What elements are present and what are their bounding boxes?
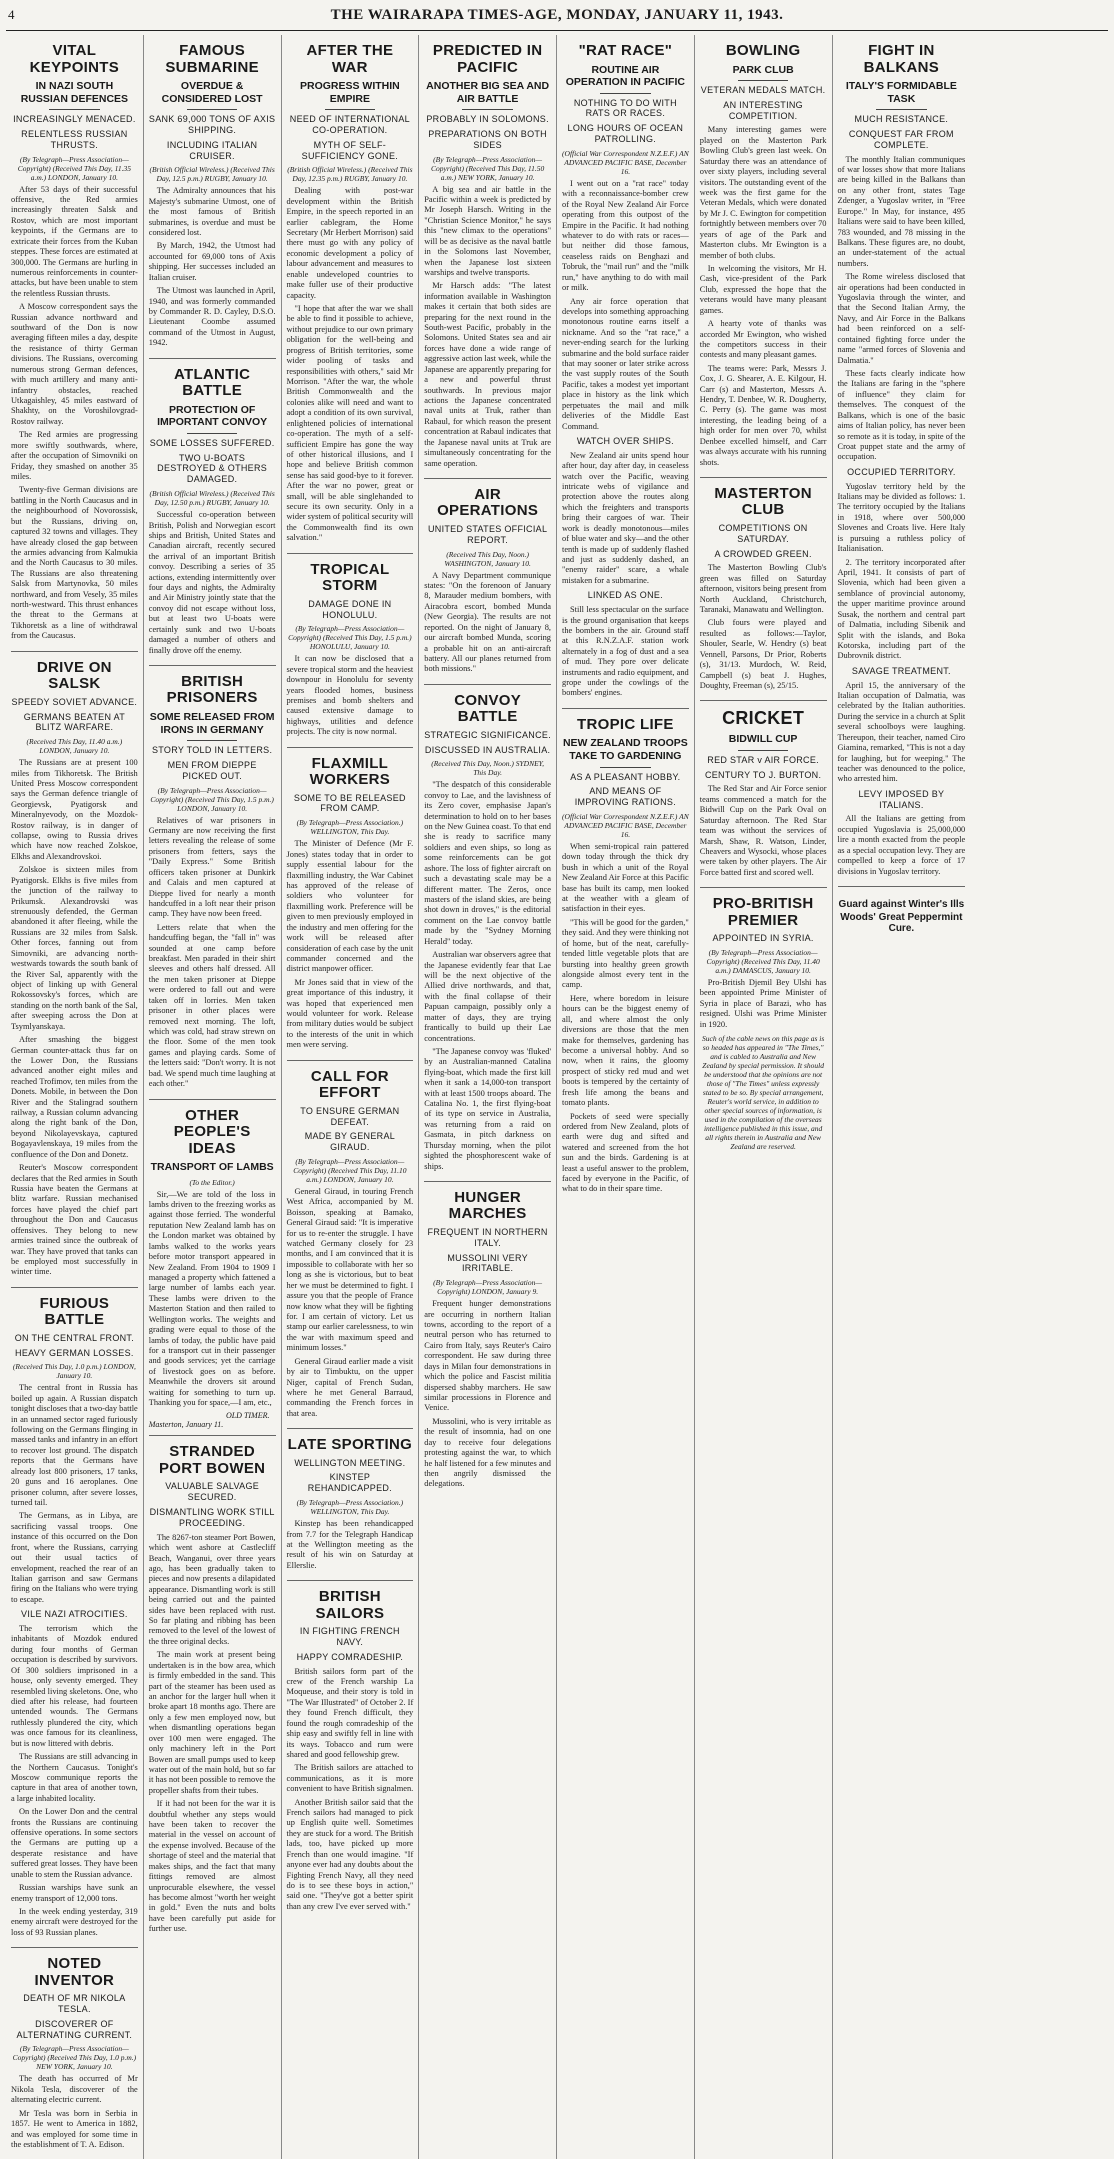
paragraph: The Utmost was launched in April, 1940, and was formerly commanded by Commander R. D. Cayley, D.S.O. Lieutenant Coombe assumed command of the Utmost in August, 1942. xyxy=(148,286,276,348)
subheading: HAPPY COMRADESHIP. xyxy=(296,1651,404,1662)
article-furious-battle xyxy=(11,1288,138,1948)
subheading: ROUTINE AIR OPERATION IN PACIFIC xyxy=(565,63,685,89)
paragraph: Another British sailor said that the French sailors had managed to pick up English quite well. Sometimes they are stuck for a word. The British lads, too, have picked up more French than one would imagine. "If anyone ever had any doubts about the Fighting French Navy, all they need do is to see these boys in action," said one. "They've got a better spirit than any crew I've ever served with." xyxy=(286,1797,414,1911)
masthead xyxy=(6,0,1108,31)
paragraph: "The Japanese convoy was 'fluked' by an Australian-manned Catalina flying-boat, which made the first kill when it sank a 14,000-ton transport with at least 1500 troops aboard. The Catalina No. 1, the first flying-boat of its type on service in Australia, was returning from a raid on Gasmata, in pitch darkness on Thursday morning, when the pilot sighted the phosphorescent wake of ships. xyxy=(424,1046,551,1171)
subheading: WATCH OVER SHIPS. xyxy=(576,436,674,446)
headline: NOTED INVENTOR xyxy=(34,1955,115,1989)
paragraph: 2. The territory incorporated after April, 1941. It consists of part of Slovenia, which had been given a semblance of provincial autonomy, the upper maritime province around Susak, the northern and central part of Dalmatia, including Sibenik and Split with the islands, and Boka Kotorska, including part of the Dubrovnik district. xyxy=(837,557,966,661)
paragraph: The teams were: Park, Messrs J. Cox, J. G. Shearer, A. E. Kilgour, H. Carr (s) and Masterton, Messrs A. Hendry, T. Denbee, W. R. Dougherty, C. Perry (s). The game was most interesting, the leading being of a high order for men over 70, whilst Denbee excelled himself, and Carr was always accurate with his running shots. xyxy=(699,363,827,467)
subheading: AND MEANS OF IMPROVING RATIONS. xyxy=(574,786,676,808)
paragraph: Any air force operation that develops into something approaching monotonous routine earns itself a nickname. And so the "rat race," a never-ending search for the lurking submarine and the bold surface raider that may sooner or later strike across the vast supply routes of the South Pacific, takes a modest yet important place in history as the link which perpetuates the mail and milk deliveries of the Middle East Command. xyxy=(562,296,689,431)
paragraph: By March, 1942, the Utmost had accounted for 69,000 tons of Axis shipping. Her successes included an Italian cruiser. xyxy=(148,241,276,282)
ad-line: Woods' Great Peppermint Cure. xyxy=(840,911,963,934)
subheading: APPOINTED IN SYRIA. xyxy=(712,933,814,944)
headline: PREDICTED IN PACIFIC xyxy=(432,42,543,76)
article-pro-british-premier xyxy=(700,888,827,1161)
headline: VITAL KEYPOINTS xyxy=(29,42,120,76)
headline: TROPIC LIFE xyxy=(577,715,674,733)
subheading: MUSSOLINI VERY IRRITABLE. xyxy=(447,1252,528,1274)
paragraph: Mussolini, who is very irritable as the result of insomnia, had on one day to receive four delegations protesting against the war, to which he half listened for a few minutes and then angrily dismissed the delegations. xyxy=(424,1416,551,1489)
article-hunger-marches xyxy=(424,1182,551,1499)
subheading: SOME LOSSES SUFFERED. xyxy=(149,437,275,448)
headline: BRITISH SAILORS xyxy=(315,1588,385,1622)
article-masterton-club xyxy=(700,478,827,701)
paragraph: Frequent hunger demonstrations are occurring in northern Italian towns, according to the report of a neutral person who has returned to Cairo from Italy, says Reuter's Cairo correspondent. He saw during three days in Milan four demonstrations in which the police and Fascist militia dispersed shabby marchers. He saw similar processions in Florence and Venice. xyxy=(424,1299,551,1413)
dateline: (Received This Day, 11.40 a.m.) LONDON, January 10. xyxy=(26,737,123,756)
article-air-operations xyxy=(424,479,551,685)
dateline: (British Official Wireless.) (Received This Day, 12.50 p.m.) RUGBY, January 10. xyxy=(149,489,275,508)
column-3 xyxy=(282,35,420,2159)
subheading: DISCUSSED IN AUSTRALIA. xyxy=(424,744,551,755)
paragraph: Letters relate that when the handcuffing began, the "fall in" was sounded at one camp before breakfast. Men paraded in their shirt sleeves and others half dressed. All the men taken prisoner at Dieppe were ordered to fall out and were taken off in lorries. Men taken prisoner in other places were removed next morning. The loft, which was cold, had straw strewn on the floor. Some of the men took games and playing cards. Some of the letters said: "Don't worry. It is not bad. We spend much time laughing at each other." xyxy=(148,922,276,1089)
dateline: (By Telegraph—Press Association—Copyright) (Received This Day, 1.5 p.m.) HONOLULU, January 10. xyxy=(288,624,412,652)
paragraph: General Giraud, in touring French West Africa, accompanied by M. Boisson, speaking at Bamako, General Giraud said: "It is imperative for us to re-enter the struggle. I have watched Germany closely for 23 months, and I am convinced that it is impossible to collaborate with her so long as she is victorious, but to beat her we must be determined to fight. I assure you that the people of France now know what they will be fighting for. I am certain of victory. Let us stamp our earlier carelessness, to win the war with maximum speed and minimum losses." xyxy=(286,1186,414,1353)
subheading: TWO U-BOATS DESTROYED & OTHERS DAMAGED. xyxy=(157,452,268,485)
subheading: IN NAZI SOUTH RUSSIAN DEFENCES xyxy=(20,80,129,105)
dateline: (By Telegraph—Press Association—Copyright) (Received This Day, 1.5 p.m.) LONDON, January 10. xyxy=(150,785,274,813)
paragraph: After 53 days of their successful offensive, the Red armies increasingly threaten Salsk and Rostov, which are most important keypoints, if the Germans are to extricate their forces from the Kuban steppes. These forces are estimated at 300,000. The Germans are hurling in numerous reinforcements in counter-attacks, but have been unable to stem the relentless Russian thrusts. xyxy=(11,184,138,298)
subheading: A CROWDED GREEN. xyxy=(714,548,812,559)
dateline: (By Telegraph—Press Association—Copyright) (Received This Day, 1.0 p.m.) NEW YORK, January 10. xyxy=(12,2044,137,2072)
article-other-peoples-ideas xyxy=(149,1100,276,1437)
paragraph: The 8267-ton steamer Port Bowen, which went ashore at Castlecliff Beach, Wanganui, over three years ago, has been gradually taken to pieces and now presents a dilapidated appearance. Dismantling work is still being carried out and the painted sides have been replaced with rust. So far plating and ribbing has been removed to the level of the lowest of the three original decks. xyxy=(148,1532,276,1646)
paragraph: Dealing with post-war development within the British Empire, in the speech reported in an earlier cablegram, the Home Secretary (Mr Herbert Morrison) said there must go with any policy of economic development a policy of labour advancement and measures to enable undeveloped countries to make fuller use of their productive capacity. xyxy=(286,186,414,300)
newspaper-title: THE WAIRARAPA TIMES-AGE, MONDAY, JANUARY 11, 1943. xyxy=(330,6,784,23)
subheading: TRANSPORT OF LAMBS xyxy=(150,1161,274,1174)
paragraph: On the Lower Don and the central fronts the Russians are continuing offensive operations. In some sectors the Germans are putting up a desperate resistance and have suffered great losses. They have been unable to stem the Russian advance. xyxy=(11,1807,138,1879)
paragraph: The central front in Russia has boiled up again. A Russian dispatch tonight discloses that a two-day battle in an unnamed sector raged furiously following on the Germans flinging in massed tanks and infantry in an effort to recover lost ground. The dispatch reports that the Germans have already lost 800 prisoners, 17 tanks, 20 guns and 16 aeroplanes. One prisoner column, after severe losses, turned tail. xyxy=(11,1383,138,1508)
paragraph: Twenty-five German divisions are battling in the North Caucasus and in the neighbourhood of Novorossisk, but the Russians, driving on, captured 32 towns and villages. They have already closed the gap between the armies advancing from Kalmukia and the North Caucasus to 30 miles. The Russians are also threatening Salsk from Martynovka, 50 miles northward, and from Vesely, 35 miles north-westward. This thrust enhances the threat to the Germans at Tikhoretsk as a line of withdrawal from the Caucasus. xyxy=(11,485,138,641)
subheading: CENTURY TO J. BURTON. xyxy=(704,769,822,780)
subheading: PARK CLUB xyxy=(732,63,794,76)
paragraph: All the Italians are getting from occupied Yugoslavia is 25,000,000 lire a month exacted from the people as a special occupation levy. They are compelled to keep a force of 17 divisions in Yugoslav territory. xyxy=(837,814,966,876)
dateline: (By Telegraph—Press Association.) WELLINGTON, This Day. xyxy=(296,1498,404,1517)
article-british-sailors xyxy=(287,1581,414,1921)
headline: FAMOUS SUBMARINE xyxy=(165,42,259,76)
article-bowling xyxy=(700,35,827,478)
subheading: NOTHING TO DO WITH RATS OR RACES. xyxy=(573,97,677,119)
headline: CRICKET xyxy=(722,708,805,729)
paragraph: Relatives of war prisoners in Germany are now receiving the first letters revealing the release of some prisoners from fetters, says the "Daily Express." Some British officers taken prisoner at Dunkirk and Calais and men captured at Dieppe lived for nearly a month handcuffed in a loft near their prison camp. They have now been freed. xyxy=(148,815,276,919)
paragraph: In welcoming the visitors, Mr H. Cash, vice-president of the Park Club, expressed the hope that the veterans would have many pleasant games. xyxy=(699,263,827,315)
subheading: PROBABLY IN SOLOMONS. xyxy=(426,114,549,125)
paragraph: A Moscow correspondent says the Russian advance northward and southward of the Don is now averaging fifteen miles a day, despite the resistance of thirty German divisions. The Russians, overcoming numerous strong German defences, with much artillery and many anti-infantry obstacles, reached Utkagaishley, 45 miles eastward of Shakhty, on the Voroshilovgrad-Rostov railway. xyxy=(11,302,138,426)
paragraph: It can now be disclosed that a severe tropical storm and the heaviest downpour in Honolulu for seventy years flooded homes, business premises and bomb shelters and caused extensive damage to highways, utilities and defence projects. The city is now normal. xyxy=(286,654,414,737)
columns xyxy=(6,35,1108,2149)
subheading: NEED OF INTERNATIONAL CO-OPERATION. xyxy=(289,114,410,135)
subheading: VETERAN MEDALS MATCH. xyxy=(700,85,826,96)
headline: STRANDED PORT BOWEN xyxy=(158,1443,266,1477)
paragraph: The terrorism which the inhabitants of Mozdok endured during four months of German occupation is described by survivors. Of 300 soldiers imprisoned in a house, only seventy emerged. They resembled living skeletons. One, who died after his release, had fourteen untended wounds. The Germans ruthlessly plundered the city, which was once famous for its cleanliness, but is now littered with debris. xyxy=(11,1624,138,1748)
headline: AIR OPERATIONS xyxy=(437,485,539,520)
headline: CALL FOR EFFORT xyxy=(310,1067,389,1102)
dateline: (Official War Correspondent N.Z.E.F.) AN ADVANCED PACIFIC BASE, December 16. xyxy=(562,148,689,176)
headline: OTHER PEOPLE'S IDEAS xyxy=(173,1106,251,1157)
paragraph: Successful co-operation between British, Polish and Norwegian escort ships and British, United States and Canadian aircraft, recently secured the arrival of an important British convoy. Describing a series of 35 actions, extending intermittently over four days and nights, the Admiralty and Air Ministry jointly state that the convoy did not escape without loss, but at least two U-boats were certainly sunk and two U-boats damaged a number of others and finally drove off the enemy. xyxy=(148,510,276,655)
subheading: OCCUPIED TERRITORY. xyxy=(847,466,956,477)
paragraph: New Zealand air units spend hour after hour, day after day, in ceaseless watch over the Pacific, weaving intricate webs of vigilance and protection above the routes along which the freighters and transports bring their cargoes of war. Their work is deadly monotonous—miles of blue water and sky—and the other tenth is made up of suddenly flashed and just as suddenly dashed, an "enemy raider" scare, a whale mistaken for a submarine. xyxy=(562,450,689,585)
dateline: (Received This Day, 1.0 p.m.) LONDON, January 10. xyxy=(12,1362,136,1381)
page-number: 4 xyxy=(8,7,15,22)
paragraph: A hearty vote of thanks was accorded Mr Ewington, who wished the competitors success in their contests and many pleasant games. xyxy=(699,319,827,360)
subheading: TO ENSURE GERMAN DEFEAT. xyxy=(300,1105,400,1127)
subheading: MUCH RESISTANCE. xyxy=(854,114,949,125)
paragraph: Sir,—We are told of the loss in lambs driven to the freezing works as against those ferried. The wonderful reputation New Zealand lamb has on the London market was obtained by lambs walked to the works years before motor transport appeared in New Zealand. From 1904 to 1909 I managed a property which fattened a large number of lambs each year. These lambs were driven to the Masterton Station and then railed to Wellington works. The weights and grading were equal to those of the lambs of today, the public have paid for a transport cut in their passenger and goods services; yet the carriage of livestock goes on as before. Meanwhile the drovers sit around waiting for something to turn up. Thanking you for space,—I am, etc., xyxy=(148,1189,276,1408)
letter-place: Masterton, January 11. xyxy=(148,1420,224,1430)
subheading: WELLINGTON MEETING. xyxy=(294,1457,406,1468)
headline: CONVOY BATTLE xyxy=(454,691,522,726)
dateline: (By Telegraph—Press Association—Copyright) (Received This Day, 11.10 a.m.) LONDON, January 10. xyxy=(293,1156,407,1184)
paragraph: The Russians are still advancing in the Northern Caucasus. Tonight's Moscow communique reports the capture in that area of another town, a large inhabited locality. xyxy=(11,1752,138,1803)
article-stranded-port-bowen xyxy=(149,1436,276,1943)
headline: BOWLING xyxy=(725,42,801,59)
dateline: (By Telegraph—Press Association.) WELLINGTON, This Day. xyxy=(296,818,404,837)
subheading: MADE BY GENERAL GIRAUD. xyxy=(304,1131,396,1153)
subheading: MEN FROM DIEPPE PICKED OUT. xyxy=(167,759,257,781)
subheading: SANK 69,000 TONS OF AXIS SHIPPING. xyxy=(148,114,276,135)
paragraph: Russian warships have sunk an enemy transport of 12,000 tons. xyxy=(11,1883,138,1903)
subheading: LINKED AS ONE. xyxy=(587,590,663,601)
paragraph: Still less spectacular on the surface is the ground organisation that keeps the bombers in the air. Ground staff at this R.N.Z.A.F. station work alternately in a fog of dust and a sea of mud. They pore over delicate instruments and radio equipment, and grope under the cowlings of the bombers' engines. xyxy=(562,605,689,698)
subheading: INCREASINGLY MENACED. xyxy=(13,114,136,125)
column-4 xyxy=(419,35,557,2159)
paragraph: The death has occurred of Mr Nikola Tesla, discoverer of the alternating electric current. xyxy=(11,2074,138,2105)
headline: AFTER THE WAR xyxy=(306,42,394,76)
paragraph: Zolskoe is sixteen miles from Pyatigorsk. Elkhs is five miles from the junction of the railway to Prikumsk. Alexandrovski was strenuously defended, the German abandoned it after fleeing, while the Russians are 32 miles from Salsk. Other forces, fanning out from Simovniki, are advancing north-westwards towards the south bank of the River Sal, apparently with the object of linking up with General Rokossovsky's forces, which are standing on the north bank of the Sal, after sweeping across the Don at Tsymlyanskaya. xyxy=(11,865,138,1031)
headline: TROPICAL STORM xyxy=(310,560,390,595)
subheading: BIDWILL CUP xyxy=(728,733,798,746)
paragraph: The main work at present being undertaken is in the bow area, which is firmly embedded in the sand. This part of the steamer has been used as an anchor for the larger hull when it broke apart 18 months ago. There are only a few men employed now, but when dismantling operations began over 100 men were engaged. The only machinery left in the Port Bowen are small pumps used to keep water out of the main hold, but so far it has not been possible to remove the propeller shafts from their tubes. xyxy=(148,1650,276,1795)
headline: MASTERTON CLUB xyxy=(714,484,812,519)
subheading: DISMANTLING WORK STILL PROCEEDING. xyxy=(149,1507,275,1528)
column-7 xyxy=(833,35,971,2159)
subheading: KINSTEP REHANDICAPPED. xyxy=(307,1472,392,1494)
subheading: PROGRESS WITHIN EMPIRE xyxy=(299,80,400,105)
subheading: ITALY'S FORMIDABLE TASK xyxy=(845,80,957,105)
subheading: NEW ZEALAND TROOPS TAKE TO GARDENING xyxy=(562,737,688,762)
paragraph: When semi-tropical rain pattered down today through the thick dry bush in which a unit of the Royal New Zealand Air Force at this Pacific base has built its camp, men looked at the weather with a gleam of satisfaction in their eyes. xyxy=(562,841,689,914)
subheading: CONQUEST FAR FROM COMPLETE. xyxy=(848,128,954,150)
subheading: GERMANS BEATEN AT BLITZ WARFARE. xyxy=(23,711,126,733)
subheading: HEAVY GERMAN LOSSES. xyxy=(15,1347,134,1358)
subheading: ANOTHER BIG SEA AND AIR BATTLE xyxy=(426,80,550,105)
article-tropic-life xyxy=(562,709,689,1204)
column-5 xyxy=(557,35,695,2159)
dateline: (Official War Correspondent N.Z.E.F.) AN ADVANCED PACIFIC BASE, December 16. xyxy=(562,811,689,839)
subheading: RED STAR v AIR FORCE. xyxy=(707,754,819,765)
article-late-sporting xyxy=(287,1429,414,1581)
headline: "RAT RACE" xyxy=(578,42,673,59)
subheading: COMPETITIONS ON SATURDAY. xyxy=(718,522,808,544)
dateline: (British Official Wireless.) (Received This Day, 12.5 p.m.) RUGBY, January 10. xyxy=(149,165,275,184)
copyright-notice: Such of the cable news on this page as is so headed has appeared in "The Times," and is cabled to Australia and New Zealand by special permission. It should be understood that the opinions are not those of "The Times" unless expressly stated to be so. By special arrangement, Reuter's world service, in addition to other special sources of information, is used in the compilation of the overseas intelligence published in this issue, and all rights therein in Australia and New Zealand are reserved. xyxy=(701,1034,825,1152)
paragraph: A big sea and air battle in the Pacific within a week is predicted by Mr Joseph Harsch. Writing in the "Christian Science Monitor," he says this "new climax to the operations" will be as decisive as the naval battle in the Solomons last November, when the Japanese lost sixteen warships and twelve transports. xyxy=(424,184,551,277)
article-fight-in-balkans xyxy=(838,35,966,887)
subheading: AS A PLEASANT HOBBY. xyxy=(570,771,681,782)
headline: ATLANTIC BATTLE xyxy=(173,365,251,400)
article-flaxmill-workers xyxy=(287,748,414,1061)
paragraph: The Admiralty announces that his Majesty's submarine Utmost, one of the most famous of British submarines, is overdue and must be considered lost. xyxy=(148,186,276,238)
article-call-for-effort xyxy=(287,1061,414,1429)
paragraph: Mr Jones said that in view of the great importance of this industry, it was hoped that experienced men would volunteer for work. Release from military duties would be subject to the interests of the unit in which men were serving. xyxy=(286,977,414,1050)
paragraph: General Giraud earlier made a visit by air to Timbuktu, on the upper Niger, capital of French Sudan, where he met General Barraud, commanding the French forces in that area. xyxy=(286,1356,414,1418)
dateline: (Received This Day, Noon.) SYDNEY, This Day. xyxy=(431,759,545,778)
subheading: ON THE CENTRAL FRONT. xyxy=(14,1332,135,1343)
dateline: (British Official Wireless.) (Received This Day, 12.35 p.m.) RUGBY, January 10. xyxy=(287,165,413,184)
subheading: STRATEGIC SIGNIFICANCE. xyxy=(424,729,551,740)
subheading: PREPARATIONS ON BOTH SIDES xyxy=(428,128,547,150)
dateline: (Received This Day, Noon.) WASHINGTON, January 10. xyxy=(444,549,531,568)
article-famous-submarine xyxy=(149,35,276,359)
paragraph: Kinstep has been rehandicapped from 7.7 for the Telegraph Handicap at the Wellington meeting as the result of his win on Saturday at Ellerslie. xyxy=(286,1519,414,1570)
subheading: LEVY IMPOSED BY ITALIANS. xyxy=(858,788,945,810)
letter-signature: OLD TIMER. xyxy=(225,1411,270,1421)
article-tropical-storm xyxy=(287,554,414,748)
subheading: VALUABLE SALVAGE SECURED. xyxy=(165,1481,260,1503)
paragraph: Pro-British Djemil Bey Ulshi has been appointed Prime Minister of Syria in place of Barazi, who has resigned. Ulshi was Prime Minister in 1920. xyxy=(699,978,827,1029)
dateline: (By Telegraph—Press Association—Copyright) (Received This Day, 11.50 a.m.) NEW YORK, January 10. xyxy=(431,154,545,182)
subheading: PROTECTION OF IMPORTANT CONVOY xyxy=(157,403,268,429)
article-convoy-battle xyxy=(424,685,551,1182)
headline: HUNGER MARCHES xyxy=(448,1188,527,1223)
paragraph: Club fours were played and resulted as follows:—Taylor, Shouler, Searle, W. Hendry (s) beat Vennell, Parsons, Dr Prior, Roberts (s), 31/13. Murdoch, W. Reid, Campbell (s) beat J. Hughes, Doughty, Freeman (s), 25/15. xyxy=(699,618,827,691)
paragraph: Yugoslav territory held by the Italians may be divided as follows: 1. The territory occupied by the Italians in 1918, where over 500,000 Slovenes and Croats live. Here Italy is pursuing a ruthless policy of Italianisation. xyxy=(837,481,966,554)
dateline: (By Telegraph—Press Association—Copyright) LONDON, January 9. xyxy=(433,1278,543,1297)
article-vital-keypoints xyxy=(11,35,138,652)
subheading: SOME TO BE RELEASED FROM CAMP. xyxy=(293,792,406,814)
subheading: DAMAGE DONE IN HONOLULU. xyxy=(308,598,392,620)
paragraph: The Red Star and Air Force senior teams commenced a match for the Bidwill Cup on the Park Oval on Saturday afternoon. The Red Star team was without the services of Marsh, Shaw, R. Watson, Linder, Cheavers and Wysocki, whose places were taken by other players. The Air Force batted first and scored well. xyxy=(699,784,827,877)
subheading: OVERDUE & CONSIDERED LOST xyxy=(161,80,263,105)
subheading: LONG HOURS OF OCEAN PATROLLING. xyxy=(567,123,684,145)
article-drive-on-salsk xyxy=(11,652,138,1288)
subheading: SOME RELEASED FROM IRONS IN GERMANY xyxy=(149,710,275,736)
paragraph: The Russians are at present 100 miles from Tikhoretsk. The British United Press Moscow correspondent says the German defence triangle of Georgievsk, Pyatigorsk and Mineralnyevody, on the Mozdok-Rostov railway, is in danger of collapse, owing to Russia drives which have now reached Zolskoe, Elkhs and Alexandrovskoi. xyxy=(11,758,138,861)
dateline: (By Telegraph—Press Association—Copyright) (Received This Day, 11.40 a.m.) DAMASCUS, January 10. xyxy=(706,948,820,976)
article-noted-inventor xyxy=(11,1948,138,2159)
paragraph: The monthly Italian communiques of war losses show that more Italians are being killed in the Balkans than on any other front, states Tage Zdenger, a Yugoslav writer, in "Free Europe." In May, for instance, 495 Italians were said to have been killed, 783 wounded, and 78 missing in the Balkans. These figures are, no doubt, an under-statement of the actual numbers. xyxy=(837,154,966,268)
headline: PRO-BRITISH PREMIER xyxy=(712,895,814,929)
subheading: FREQUENT IN NORTHERN ITALY. xyxy=(427,1226,548,1248)
subheading: INCLUDING ITALIAN CRUISER. xyxy=(166,139,258,161)
subheading: SPEEDY SOVIET ADVANCE. xyxy=(11,696,138,707)
article-british-prisoners xyxy=(149,666,276,1100)
article-atlantic-battle xyxy=(149,359,276,666)
letter-heading: (To the Editor.) xyxy=(189,1177,235,1187)
subheading: DISCOVERER OF ALTERNATING CURRENT. xyxy=(16,2018,133,2040)
paragraph: The Red armies are progressing more swiftly southwards, where, after the occupation of Simovniki on Friday, they smashed on another 35 miles. xyxy=(11,430,138,481)
paragraph: The Minister of Defence (Mr F. Jones) states today that in order to supply essential labour for the flaxmilling industry, the War Cabinet has approved of the release of soldiers who volunteer for flaxmilling work. Preference will be given to men previously employed in the industry and men offering for the work will be released after consideration of each case by the unit commander concerned and the district manpower officer. xyxy=(286,839,414,974)
paragraph: Mr Harsch adds: "The latest information available in Washington makes it certain that both sides are preparing for the next round in the South-west Pacific, probably in the Solomons. United States sea and air forces have done a wide range of aggressive action last week, while the Japanese are apparently preparing for a new and powerful thrust southwards. In previous major actions the Japanese concentrated naval units at Truk, rather than Rabaul, for which reason the present concentration at Rabaul indicates that the Japanese naval units at Truk are simultaneously concentrating for the same operation. xyxy=(424,281,551,468)
paragraph: Here, where boredom in leisure hours can be the biggest enemy of all, and where almost the only diversions are those that the men make for themselves, gardening has become a universal hobby. And so now, when it rains, the gloomy prospect of sticky red mud and wet boots is tempered by the certainty of fresh life among the beans and tomato plants. xyxy=(562,993,689,1108)
ad-line: Guard against Winter's Ills xyxy=(838,898,965,910)
column-1 xyxy=(6,35,144,2159)
subheading: SAVAGE TREATMENT. xyxy=(851,665,951,676)
subheading: UNITED STATES OFFICIAL REPORT. xyxy=(427,523,548,545)
paragraph: Reuter's Moscow correspondent declares that the Red armies in South Russia have beaten the Germans at blitz warfare. Russian mechanised forces have played the chief part throughout the Don and Caucasus offensives. They belong to new armies trained since the outbreak of war. They have proved that tanks can be employed most successfully in winter time. xyxy=(11,1163,138,1277)
subheading: MYTH OF SELF-SUFFICIENCY GONE. xyxy=(301,139,399,161)
paragraph: Pockets of seed were specially ordered from New Zealand, plots of earth were dug and sifted and watered and screened from the hot sun and the birds. Gardening is at least a useful answer to the problem, faced by everyone in the Pacific, of what to do in their spare time. xyxy=(562,1111,689,1194)
headline: FLAXMILL WORKERS xyxy=(309,754,391,789)
subheading: IN FIGHTING FRENCH NAVY. xyxy=(299,1626,400,1647)
paragraph: Mr Tesla was born in Serbia in 1857. He went to America in 1882, and was employed for some time in the establishment of T. A. Edison. xyxy=(11,2108,138,2149)
article-predicted-in-pacific xyxy=(424,35,551,479)
paragraph: The British sailors are attached to communications, as it is more convenient to have British signalmen. xyxy=(286,1763,414,1794)
article-rat-race xyxy=(562,35,689,709)
paragraph: The Masterton Bowling Club's green was filled on Saturday afternoon, visitors being present from North Auckland, Christchurch, Taranaki, Manawatu and Wellington. xyxy=(699,563,827,615)
headline: FURIOUS BATTLE xyxy=(39,1294,110,1329)
paragraph: Australian war observers agree that the Japanese evidently fear that Lae will be the next objective of the Allied drive northwards, and that, with the final collapse of their Papuan campaign, possibly only a matter of days, they are trying frantically to build up their Lae concentrations. xyxy=(424,950,551,1043)
column-6 xyxy=(695,35,833,2159)
subheading: STORY TOLD IN LETTERS. xyxy=(151,745,273,756)
paragraph: In the week ending yesterday, 319 enemy aircraft were destroyed for the loss of 93 Russian planes. xyxy=(11,1907,138,1937)
paragraph: "This will be good for the garden," they said. And they were thinking not of home, but of the neat, carefully-tended little vegetable plots that are bursting into healthy green growth alongside almost every tent in the camp. xyxy=(562,917,689,990)
paragraph: I went out on a "rat race" today with a reconnaissance-bomber crew of the Royal New Zealand Air Force operating from this outpost of the Empire in the Pacific. It had nothing whatever to do with rats or races—but neither did those famous, ceaseless raids on Benghazi and Tobruk, the "mail run" and the "milk run," have anything to do with mail or milk. xyxy=(562,178,689,293)
dateline: (By Telegraph—Press Association—Copyright) (Received This Day, 11.35 a.m.) LONDON, January 10. xyxy=(17,154,131,182)
subheading: DEATH OF MR NIKOLA TESLA. xyxy=(23,1993,126,2015)
paragraph: If it had not been for the war it is doubtful whether any steps would have been taken to recover the material in the vessel on account of the expense involved. Because of the shortage of steel and the material that makes ships, and the fact that many fittings removed are almost unprocurable elsewhere, the vessel has become almost "worth her weight in gold." Even the nuts and bolts have been carefully put aside for further use. xyxy=(148,1799,276,1934)
paragraph: The Rome wireless disclosed that air operations had been conducted in Yugoslavia through the winter, and that the Second Italian Army, the Navy, and Air Force in the Balkans had been reinforced on a self-contained fighting force under the name "armed forces of Slovenia and Dalmatia." xyxy=(837,272,966,365)
headline: BRITISH PRISONERS xyxy=(166,672,258,707)
paragraph: A Navy Department communique states: "On the forenoon of January 8, Marauder medium bombers, with Airacobra escort, bombed Munda (New Georgia). The results are not reported. On the night of January 8, our aircraft bombed Munda, scoring a probable hit on an anti-aircraft battery. All our planes returned from both missions." xyxy=(424,570,551,674)
paragraph: The Germans, as in Libya, are sacrificing vassal troops. One instance of this occurred on the Don front, where the Russians, carrying out their usual tactics of envelopment, reached the rear of an Italian garrison and saw Germans firing on the Italians who were trying to escape. xyxy=(11,1511,138,1604)
paragraph: British sailors form part of the crew of the French warship La Moqueuse, and their story is told in "The War Illustrated" of October 2. If they found French difficult, they found the rough comradeship of the ship easy and swiftly fell in line with its ways. Tobacco and rum were shared and good fellowship grew. xyxy=(286,1666,414,1759)
advertisement xyxy=(838,887,966,940)
paragraph: Many interesting games were played on the Masterton Park Bowling Club's green last week. On Saturday there was an attendance of over sixty players, including several visitors. The outstanding event of the week was the first game for the Veteran Medals, which were donated by Mr J. C. Ewington for competition fortnightly between members over 70 years of age of the Park and Masterton clubs. Mr Ewington is a member of both clubs. xyxy=(699,125,827,260)
paragraph: "The despatch of this considerable convoy to Lae, and the lavishness of its Zero cover, emphasise Japan's determination to hold on to her bases on the New Guinea coast. To that end she is ready to sacrifice many soldiers and even ships, so long as some reinforcements can be got ashore. The loss of fighter aircraft on such a devastating scale may be a different matter. The Zeros, once masters of the island skies, are being shot down in droves," is the editorial comment on the Lae convoy battle made by the "Sydney Morning Herald" today. xyxy=(424,780,551,946)
paragraph: "I hope that after the war we shall be able to find it possible to achieve, without prejudice to our own primary obligation for the well-being and progress of British territories, some wider pooling of tasks and responsibilities with others," said Mr Morrison. "After the war, the whole British Commonwealth and the colonies alike will need and want to adopt a condition of its own survival, enlightened policies of international co-operation. The myth of a self-sufficient Empire has gone the way of other historical illusions, and I hope and believe British common sense has said good-bye to it forever. After the war no power, great or small, will be able singlehanded to secure its own security. Only in a wider system of political security will the Commonwealth find its own salvation." xyxy=(286,304,414,543)
article-after-the-war xyxy=(287,35,414,554)
column-2 xyxy=(144,35,282,2159)
headline: DRIVE ON SALSK xyxy=(36,658,112,693)
headline: LATE SPORTING xyxy=(287,1436,413,1454)
subheading: VILE NAZI ATROCITIES. xyxy=(21,1609,128,1620)
subheading: AN INTERESTING COMPETITION. xyxy=(723,99,803,121)
article-cricket xyxy=(700,701,827,888)
subheading: RELENTLESS RUSSIAN THRUSTS. xyxy=(21,128,128,150)
paragraph: These facts clearly indicate how the Italians are faring in the "sphere of influence" they claim for themselves. The conquest of the Balkans, which is one of the basic aims of Italian policy, has never been so remote as it is today, in spite of the Croat puppet state and the army of occupation. xyxy=(837,369,966,462)
paragraph: After smashing the biggest German counter-attack thus far on the Lower Don, the Russians advanced another eight miles and reached Trofimov, ten miles from the Donets. Mobile, in between the Don River and the Stalingrad southern railway, a Russian column advancing along the right bank of the Don, beyond Nikolayevskaya, captured Bogayavlenskaya, 19 miles from the confluence of the Don and Donetz. xyxy=(11,1035,138,1159)
paragraph: April 15, the anniversary of the Italian occupation of Dalmatia, was celebrated by the Italian authorities. During the service in a church at Split several schoolboys were laughing. Thereupon, their teacher, named Ciro Giamina, remarked, "This is not a day for laughing, but for weeping." The teacher was denounced to the police, who arrested him. xyxy=(837,680,966,784)
headline: FIGHT IN BALKANS xyxy=(863,42,940,76)
